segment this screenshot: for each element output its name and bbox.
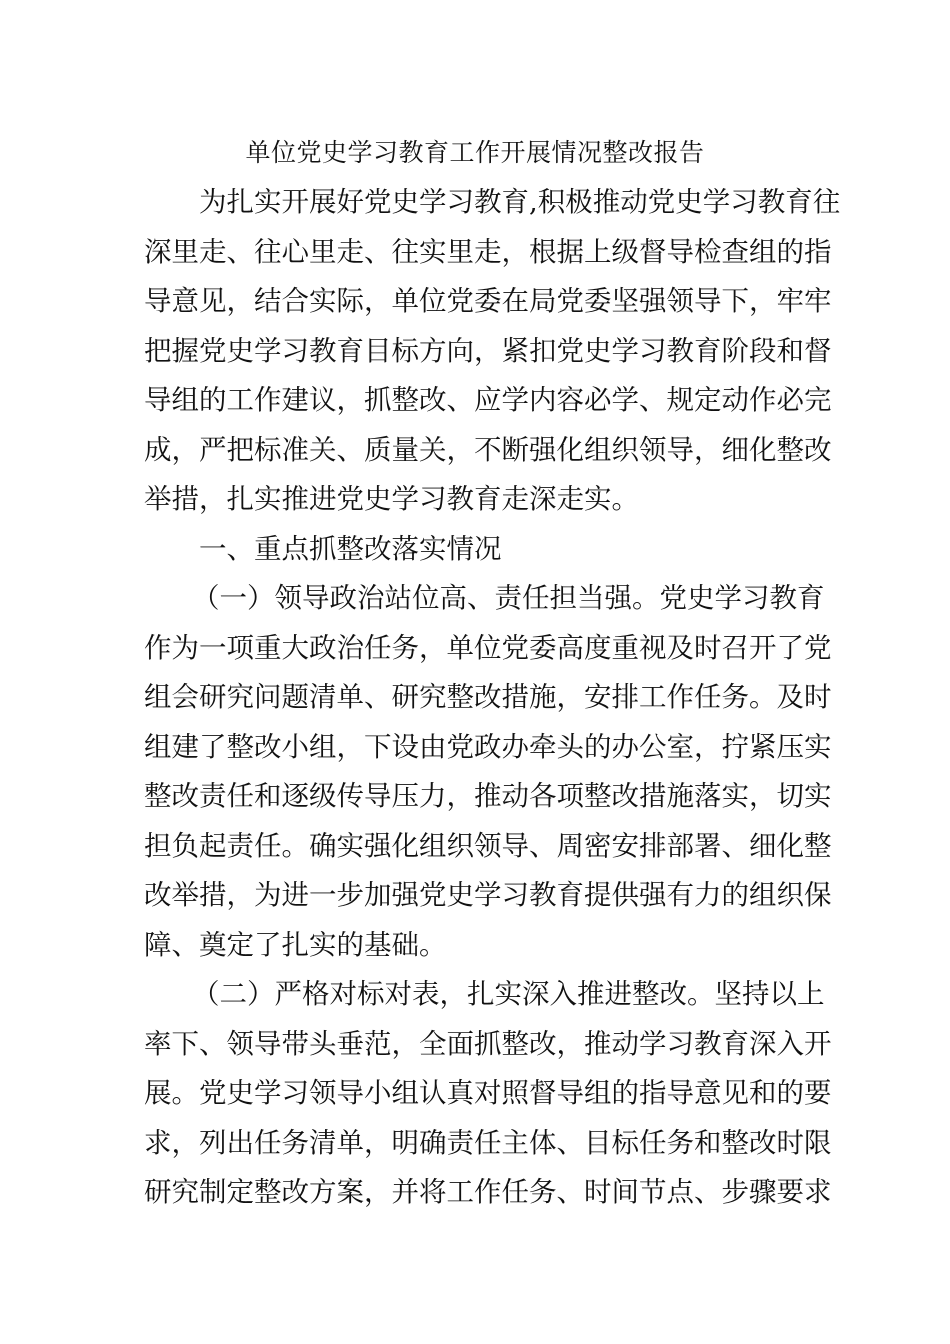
- subsection-1-line: 作为一项重大政治任务，单位党委高度重视及时召开了党: [144, 631, 832, 664]
- subsection-2-line: 率下、领导带头垂范，全面抓整改，推动学习教育深入开: [144, 1027, 832, 1060]
- subsection-1-line: 障、奠定了扎实的基础。: [144, 928, 447, 961]
- document-title: 单位党史学习教育工作开展情况整改报告: [245, 138, 705, 167]
- section-heading: 一、重点抓整改落实情况: [199, 532, 502, 565]
- subsection-1-paragraph: [144, 574, 832, 970]
- intro-line: 深里走、往心里走、往实里走，根据上级督导检查组的指: [144, 235, 832, 268]
- subsection-1-line: 整改责任和逐级传导压力，推动各项整改措施落实，切实: [144, 780, 832, 812]
- intro-line: 为扎实开展好党史学习教育,积极推动党史学习教育往: [199, 186, 841, 218]
- intro-paragraph: [144, 178, 841, 525]
- subsection-1-line: （一）领导政治站位高、责任担当强。党史学习教育: [192, 582, 825, 614]
- subsection-1-line: 担负起责任。确实强化组织领导、周密安排部署、细化整: [144, 829, 832, 862]
- subsection-1-line: 组会研究问题清单、研究整改措施，安排工作任务。及时: [144, 681, 832, 713]
- section-heading-paragraph: [144, 525, 804, 575]
- intro-line: 成，严把标准关、质量关，不断强化组织领导，细化整改: [144, 433, 832, 466]
- subsection-2-line: 展。党史学习领导小组认真对照督导组的指导意见和的要: [144, 1077, 832, 1109]
- subsection-1-line: 组建了整改小组，下设由党政办牵头的办公室，拧紧压实: [144, 730, 832, 763]
- intro-line: 导组的工作建议，抓整改、应学内容必学、规定动作必完: [144, 384, 832, 416]
- document-body: [144, 178, 841, 1218]
- subsection-2-paragraph: [144, 970, 832, 1218]
- subsection-2-line: 求，列出任务清单，明确责任主体、目标任务和整改时限: [144, 1126, 832, 1159]
- intro-line: 导意见，结合实际，单位党委在局党委坚强领导下，牢牢: [144, 285, 832, 317]
- subsection-1-line: 改举措，为进一步加强党史学习教育提供强有力的组织保: [144, 879, 832, 911]
- intro-line: 把握党史学习教育目标方向，紧扣党史学习教育阶段和督: [144, 334, 832, 367]
- subsection-2-line: （二）严格对标对表，扎实深入推进整改。坚持以上: [192, 978, 825, 1010]
- subsection-2-line: 研究制定整改方案，并将工作任务、时间节点、步骤要求: [144, 1176, 832, 1208]
- intro-line: 举措，扎实推进党史学习教育走深走实。: [144, 483, 639, 515]
